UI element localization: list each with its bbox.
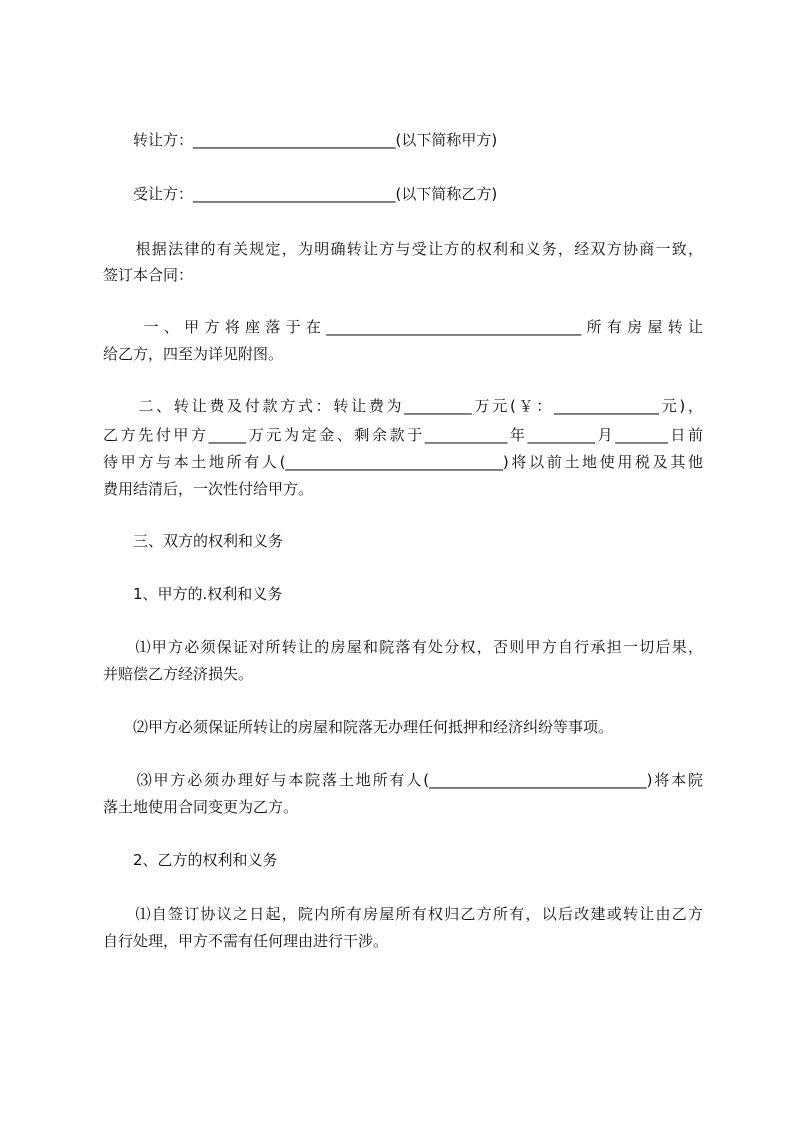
clause-2-line-1: 二、转让费及付款方式：转让费为_________万元(￥：______________元)， (103, 397, 703, 415)
clause-1-line-2: 给乙方，四至为详见附图。 (103, 345, 284, 363)
party-a-item-1-line-2: 并赔偿乙方经济损失。 (103, 665, 254, 683)
party-b-item-1-line-1: ⑴自签订协议之日起，院内所有房屋所有权归乙方所有，以后改建或转让由乙方 (103, 905, 703, 923)
party-a-heading: 1、甲方的.权利和义务 (103, 585, 283, 603)
transferee-line: 受让方：___________________________(以下简称乙方) (103, 185, 498, 203)
party-b-item-1-line-2: 自行处理，甲方不需有任何理由进行干涉。 (103, 932, 389, 950)
clause-2-line-3: 待甲方与本土地所有人(_____________________________)将以前土地使用税及其他 (103, 453, 703, 471)
clause-1-line-1: 一、甲方将座落于在__________________________________所有房屋转让 (103, 318, 703, 336)
clause-2-line-4: 费用结清后，一次性付给甲方。 (103, 480, 314, 498)
party-a-item-3-line-1: ⑶甲方必须办理好与本院落土地所有人(_____________________________)将本院 (103, 771, 703, 789)
clause-2-line-2: 乙方先付甲方_____万元为定金、剩余款于___________年_________月_______日前 (103, 426, 703, 444)
transferor-line: 转让方：___________________________(以下简称甲方) (103, 131, 498, 149)
section-3-heading: 三、双方的权利和义务 (103, 532, 284, 550)
party-a-item-1-line-1: ⑴甲方必须保证对所转让的房屋和院落有处分权，否则甲方自行承担一切后果， (103, 638, 703, 656)
party-b-heading: 2、乙方的权利和义务 (103, 851, 278, 869)
party-a-item-3-line-2: 落土地使用合同变更为乙方。 (103, 798, 299, 816)
party-a-item-2: ⑵甲方必须保证所转让的房屋和院落无办理任何抵押和经济纠纷等事项。 (103, 718, 614, 736)
preamble-line-1: 根据法律的有关规定，为明确转让方与受让方的权利和义务，经双方协商一致， (103, 240, 703, 258)
preamble-line-2: 签订本合同： (103, 266, 194, 284)
